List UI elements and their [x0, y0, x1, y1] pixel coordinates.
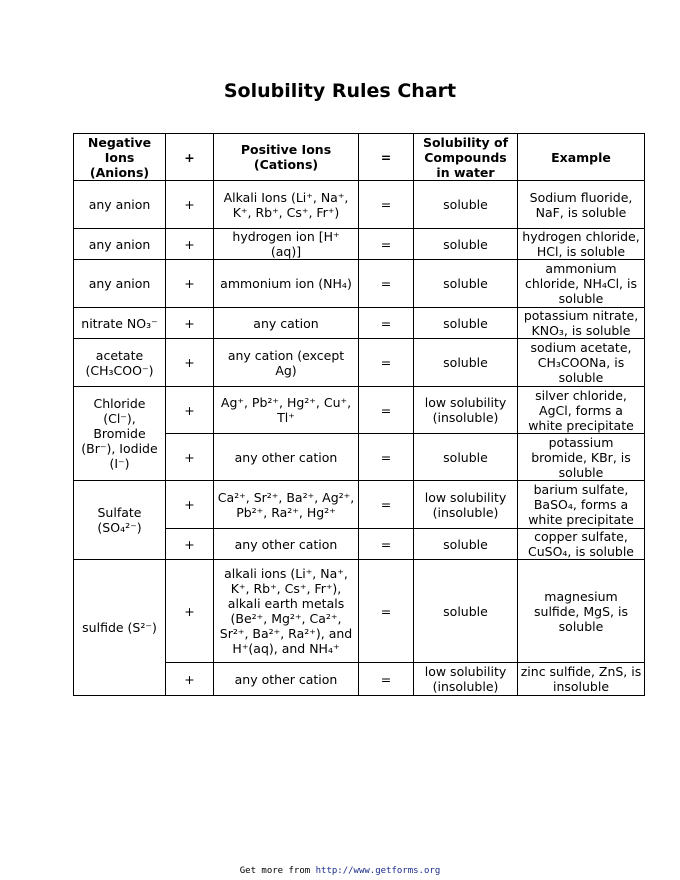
- header-equals: =: [359, 134, 414, 181]
- example-cell: zinc sulfide, ZnS, is insoluble: [518, 663, 645, 696]
- footer-link[interactable]: http://www.getforms.org: [315, 866, 441, 876]
- equals-cell: =: [359, 481, 414, 529]
- cation-cell: hydrogen ion [H⁺ (aq)]: [214, 229, 359, 260]
- header-example: Example: [518, 134, 645, 181]
- solubility-cell: soluble: [414, 308, 518, 339]
- plus-cell: +: [166, 663, 214, 696]
- example-cell: ammonium chloride, NH₄Cl, is soluble: [518, 260, 645, 308]
- header-plus: +: [166, 134, 214, 181]
- table-row: [74, 560, 645, 663]
- solubility-cell: soluble: [414, 229, 518, 260]
- anion-cell: acetate (CH₃COO⁻): [74, 339, 166, 387]
- solubility-cell: soluble: [414, 339, 518, 387]
- header-negative-ions: Negative Ions (Anions): [74, 134, 166, 181]
- example-cell: sodium acetate, CH₃COONa, is soluble: [518, 339, 645, 387]
- table-row: [74, 481, 645, 529]
- example-cell: hydrogen chloride, HCl, is soluble: [518, 229, 645, 260]
- cation-cell: ammonium ion (NH₄): [214, 260, 359, 308]
- plus-cell: +: [166, 339, 214, 387]
- footer-prefix: Get more from: [239, 866, 316, 876]
- table-row: [74, 181, 645, 229]
- equals-cell: =: [359, 339, 414, 387]
- table-row: [74, 387, 645, 434]
- anion-cell: any anion: [74, 260, 166, 308]
- page-title: Solubility Rules Chart: [223, 80, 457, 102]
- example-cell: Sodium fluoride, NaF, is soluble: [518, 181, 645, 229]
- equals-cell: =: [359, 229, 414, 260]
- solubility-cell: soluble: [414, 529, 518, 560]
- plus-cell: +: [166, 260, 214, 308]
- cation-cell: any cation: [214, 308, 359, 339]
- plus-cell: +: [166, 481, 214, 529]
- equals-cell: =: [359, 434, 414, 481]
- solubility-table: [73, 133, 645, 696]
- cation-cell: alkali ions (Li⁺, Na⁺, K⁺, Rb⁺, Cs⁺, Fr⁺), alkali earth metals (Be²⁺, Mg²⁺, Ca²⁺, Sr²⁺, Ba²⁺, Ra²⁺), and H⁺(aq), and NH₄⁺: [214, 560, 359, 663]
- footer: [0, 866, 680, 876]
- anion-cell: nitrate NO₃⁻: [74, 308, 166, 339]
- plus-cell: +: [166, 181, 214, 229]
- table-row: [74, 339, 645, 387]
- equals-cell: =: [359, 308, 414, 339]
- example-cell: potassium nitrate, KNO₃, is soluble: [518, 308, 645, 339]
- example-cell: silver chloride, AgCl, forms a white precipitate: [518, 387, 645, 434]
- equals-cell: =: [359, 260, 414, 308]
- cation-cell: any cation (except Ag): [214, 339, 359, 387]
- anion-cell: Sulfate (SO₄²⁻): [74, 481, 166, 560]
- plus-cell: +: [166, 387, 214, 434]
- plus-cell: +: [166, 229, 214, 260]
- cation-cell: any other cation: [214, 434, 359, 481]
- equals-cell: =: [359, 663, 414, 696]
- equals-cell: =: [359, 387, 414, 434]
- cation-cell: any other cation: [214, 529, 359, 560]
- plus-cell: +: [166, 560, 214, 663]
- plus-cell: +: [166, 529, 214, 560]
- anion-cell: sulfide (S²⁻): [74, 560, 166, 696]
- anion-cell: any anion: [74, 229, 166, 260]
- table-row: [74, 229, 645, 260]
- cation-cell: any other cation: [214, 663, 359, 696]
- example-cell: barium sulfate, BaSO₄, forms a white precipitate: [518, 481, 645, 529]
- example-cell: copper sulfate, CuSO₄, is soluble: [518, 529, 645, 560]
- plus-cell: +: [166, 308, 214, 339]
- solubility-cell: low solubility (insoluble): [414, 387, 518, 434]
- cation-cell: Alkali Ions (Li⁺, Na⁺, K⁺, Rb⁺, Cs⁺, Fr⁺): [214, 181, 359, 229]
- solubility-cell: soluble: [414, 260, 518, 308]
- header-positive-ions: Positive Ions (Cations): [214, 134, 359, 181]
- header-row: [74, 134, 645, 181]
- plus-cell: +: [166, 434, 214, 481]
- solubility-cell: low solubility (insoluble): [414, 663, 518, 696]
- solubility-cell: soluble: [414, 560, 518, 663]
- example-cell: potassium bromide, KBr, is soluble: [518, 434, 645, 481]
- anion-cell: any anion: [74, 181, 166, 229]
- equals-cell: =: [359, 529, 414, 560]
- equals-cell: =: [359, 181, 414, 229]
- cation-cell: Ca²⁺, Sr²⁺, Ba²⁺, Ag²⁺, Pb²⁺, Ra²⁺, Hg²⁺: [214, 481, 359, 529]
- solubility-cell: low solubility (insoluble): [414, 481, 518, 529]
- table-row: [74, 308, 645, 339]
- anion-cell: Chloride (Cl⁻), Bromide (Br⁻), Iodide (I⁻): [74, 387, 166, 481]
- cation-cell: Ag⁺, Pb²⁺, Hg²⁺, Cu⁺, Tl⁺: [214, 387, 359, 434]
- solubility-cell: soluble: [414, 181, 518, 229]
- example-cell: magnesium sulfide, MgS, is soluble: [518, 560, 645, 663]
- solubility-cell: soluble: [414, 434, 518, 481]
- header-solubility: Solubility of Compounds in water: [414, 134, 518, 181]
- equals-cell: =: [359, 560, 414, 663]
- table-row: [74, 260, 645, 308]
